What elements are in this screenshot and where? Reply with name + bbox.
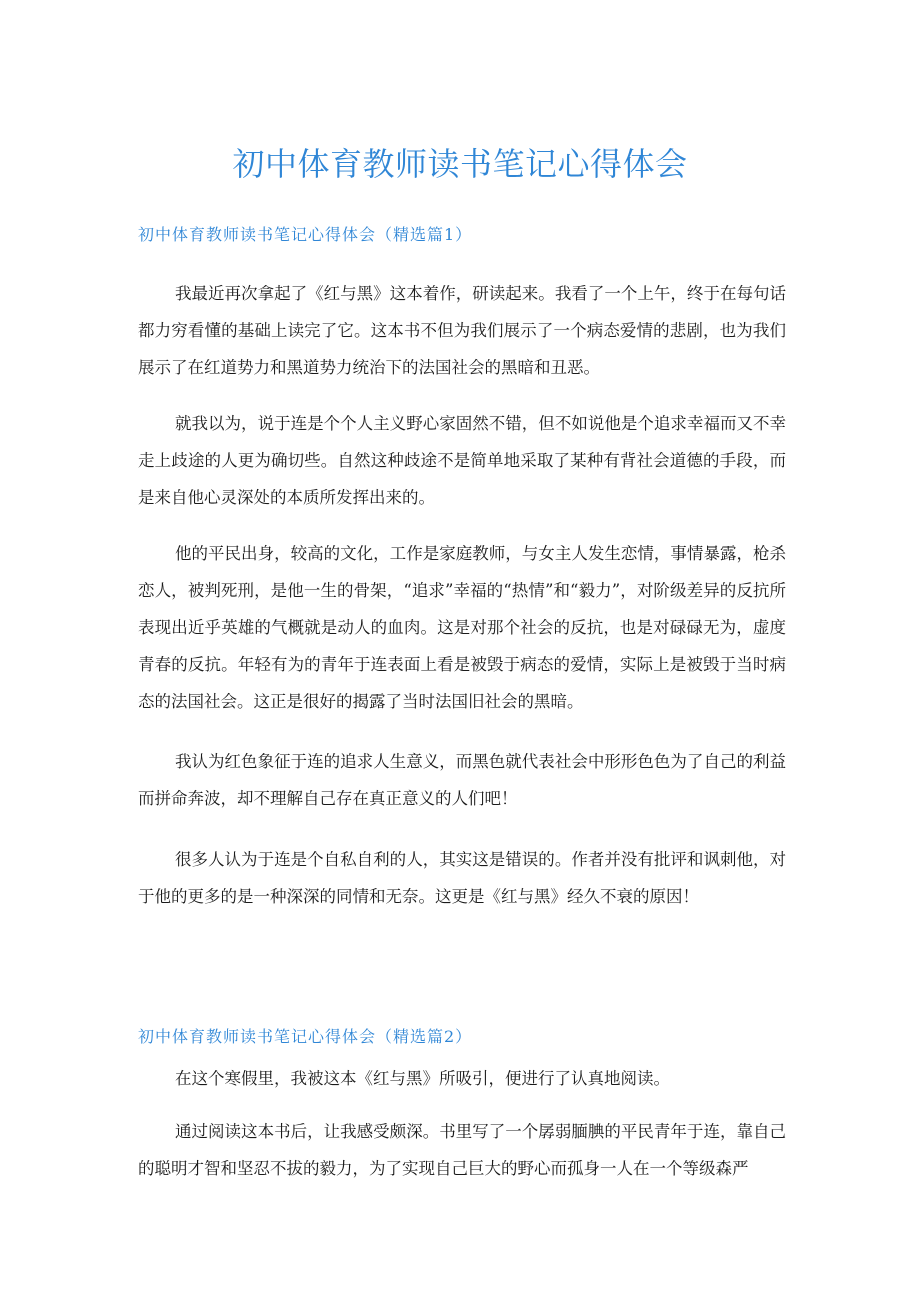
section-1-paragraph-5: 很多人认为于连是个自私自利的人，其实这是错误的。作者并没有批评和讽刺他，对于他的更多的是一种深深的同情和无奈。这更是《红与黑》经久不衰的原因！ <box>138 850 786 906</box>
section-1-paragraph-2: 就我以为，说于连是个个人主义野心家固然不错，但不如说他是个追求幸福而又不幸走上歧途的人更为确切些。自然这种歧途不是简单地采取了某种有背社会道德的手段，而是来自他心灵深处的本质所发挥出来的。 <box>138 414 786 507</box>
section-heading-2: 初中体育教师读书笔记心得体会（精选篇2） <box>138 1027 473 1046</box>
section-2-paragraph-1: 在这个寒假里，我被这本《红与黑》所吸引，便进行了认真地阅读。 <box>175 1069 670 1088</box>
section-1-paragraph-3: 他的平民出身，较高的文化，工作是家庭教师，与女主人发生恋情，事情暴露，枪杀恋人，被判死刑，是他一生的骨架，“追求”幸福的“热情”和“毅力”，对阶级差异的反抗所表现出近乎英雄的气概就是动人的血肉。这是对那个社会的反抗，也是对碌碌无为，虚度青春的反抗。年轻有为的青年于连表面上看是被毁于病态的爱情，实际上是被毁于当时病态的法国社会。这正是很好的揭露了当时法国旧社会的黑暗。 <box>138 544 786 711</box>
section-1-paragraph-1: 我最近再次拿起了《红与黑》这本着作，研读起来。我看了一个上午，终于在每句话都力穷看懂的基础上读完了它。这本书不但为我们展示了一个病态爱情的悲剧，也为我们展示了在红道势力和黑道势力统治下的法国社会的黑暗和丑恶。 <box>138 284 786 377</box>
document-title: 初中体育教师读书笔记心得体会 <box>232 145 688 183</box>
section-1-paragraph-4: 我认为红色象征于连的追求人生意义，而黑色就代表社会中形形色色为了自己的利益而拼命奔波，却不理解自己存在真正意义的人们吧！ <box>138 752 786 808</box>
section-heading-1: 初中体育教师读书笔记心得体会（精选篇1） <box>138 225 473 244</box>
section-2-paragraph-2: 通过阅读这本书后，让我感受颇深。书里写了一个孱弱腼腆的平民青年于连，靠自己的聪明才智和坚忍不拔的毅力，为了实现自己巨大的野心而孤身一人在一个等级森严 <box>138 1122 786 1178</box>
